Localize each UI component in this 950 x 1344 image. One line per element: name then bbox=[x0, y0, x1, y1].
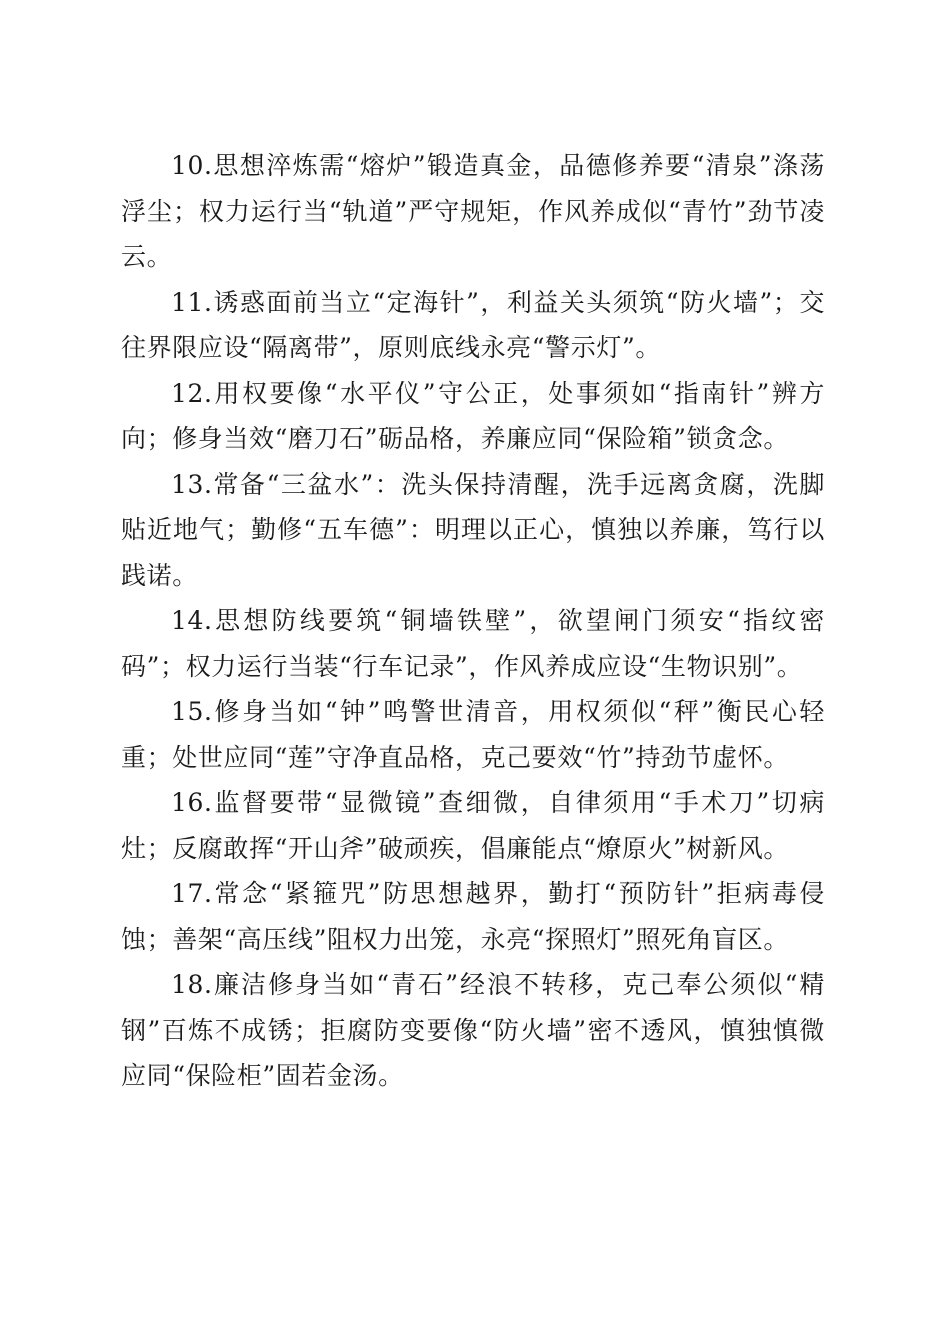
paragraph-16: 16.监督要带“显微镜”查细微，自律须用“手术刀”切病灶；反腐敢挥“开山斧”破顽疾，倡廉能点“燎原火”树新风。 bbox=[121, 788, 825, 863]
paragraph-17: 17.常念“紧箍咒”防思想越界，勤打“预防针”拒病毒侵蚀；善架“高压线”阻权力出笼，永亮“探照灯”照死角盲区。 bbox=[121, 879, 825, 954]
paragraph-13: 13.常备“三盆水”：洗头保持清醒，洗手远离贪腐，洗脚贴近地气；勤修“五车德”：明理以正心，慎独以养廉，笃行以践诺。 bbox=[121, 469, 825, 590]
paragraph-10: 10.思想淬炼需“熔炉”锻造真金，品德修养要“清泉”涤荡浮尘；权力运行当“轨道”严守规矩，作风养成似“青竹”劲节凌云。 bbox=[121, 151, 825, 271]
paragraph-14: 14.思想防线要筑“铜墙铁壁”，欲望闸门须安“指纹密码”；权力运行当装“行车记录”，作风养成应设“生物识别”。 bbox=[121, 606, 825, 681]
paragraph-12: 12.用权要像“水平仪”守公正，处事须如“指南针”辨方向；修身当效“磨刀石”砺品格，养廉应同“保险箱”锁贪念。 bbox=[121, 378, 825, 453]
document-body bbox=[121, 143, 825, 1099]
paragraph-15: 15.修身当如“钟”鸣警世清音，用权须似“秤”衡民心轻重；处世应同“莲”守净直品格，克己要效“竹”持劲节虚怀。 bbox=[121, 697, 825, 772]
paragraph-11: 11.诱惑面前当立“定海针”，利益关头须筑“防火墙”；交往界限应设“隔离带”，原则底线永亮“警示灯”。 bbox=[121, 287, 825, 362]
paragraph-18: 18.廉洁修身当如“青石”经浪不转移，克己奉公须似“精钢”百炼不成锈；拒腐防变要像“防火墙”密不透风，慎独慎微应同“保险柜”固若金汤。 bbox=[121, 970, 825, 1090]
